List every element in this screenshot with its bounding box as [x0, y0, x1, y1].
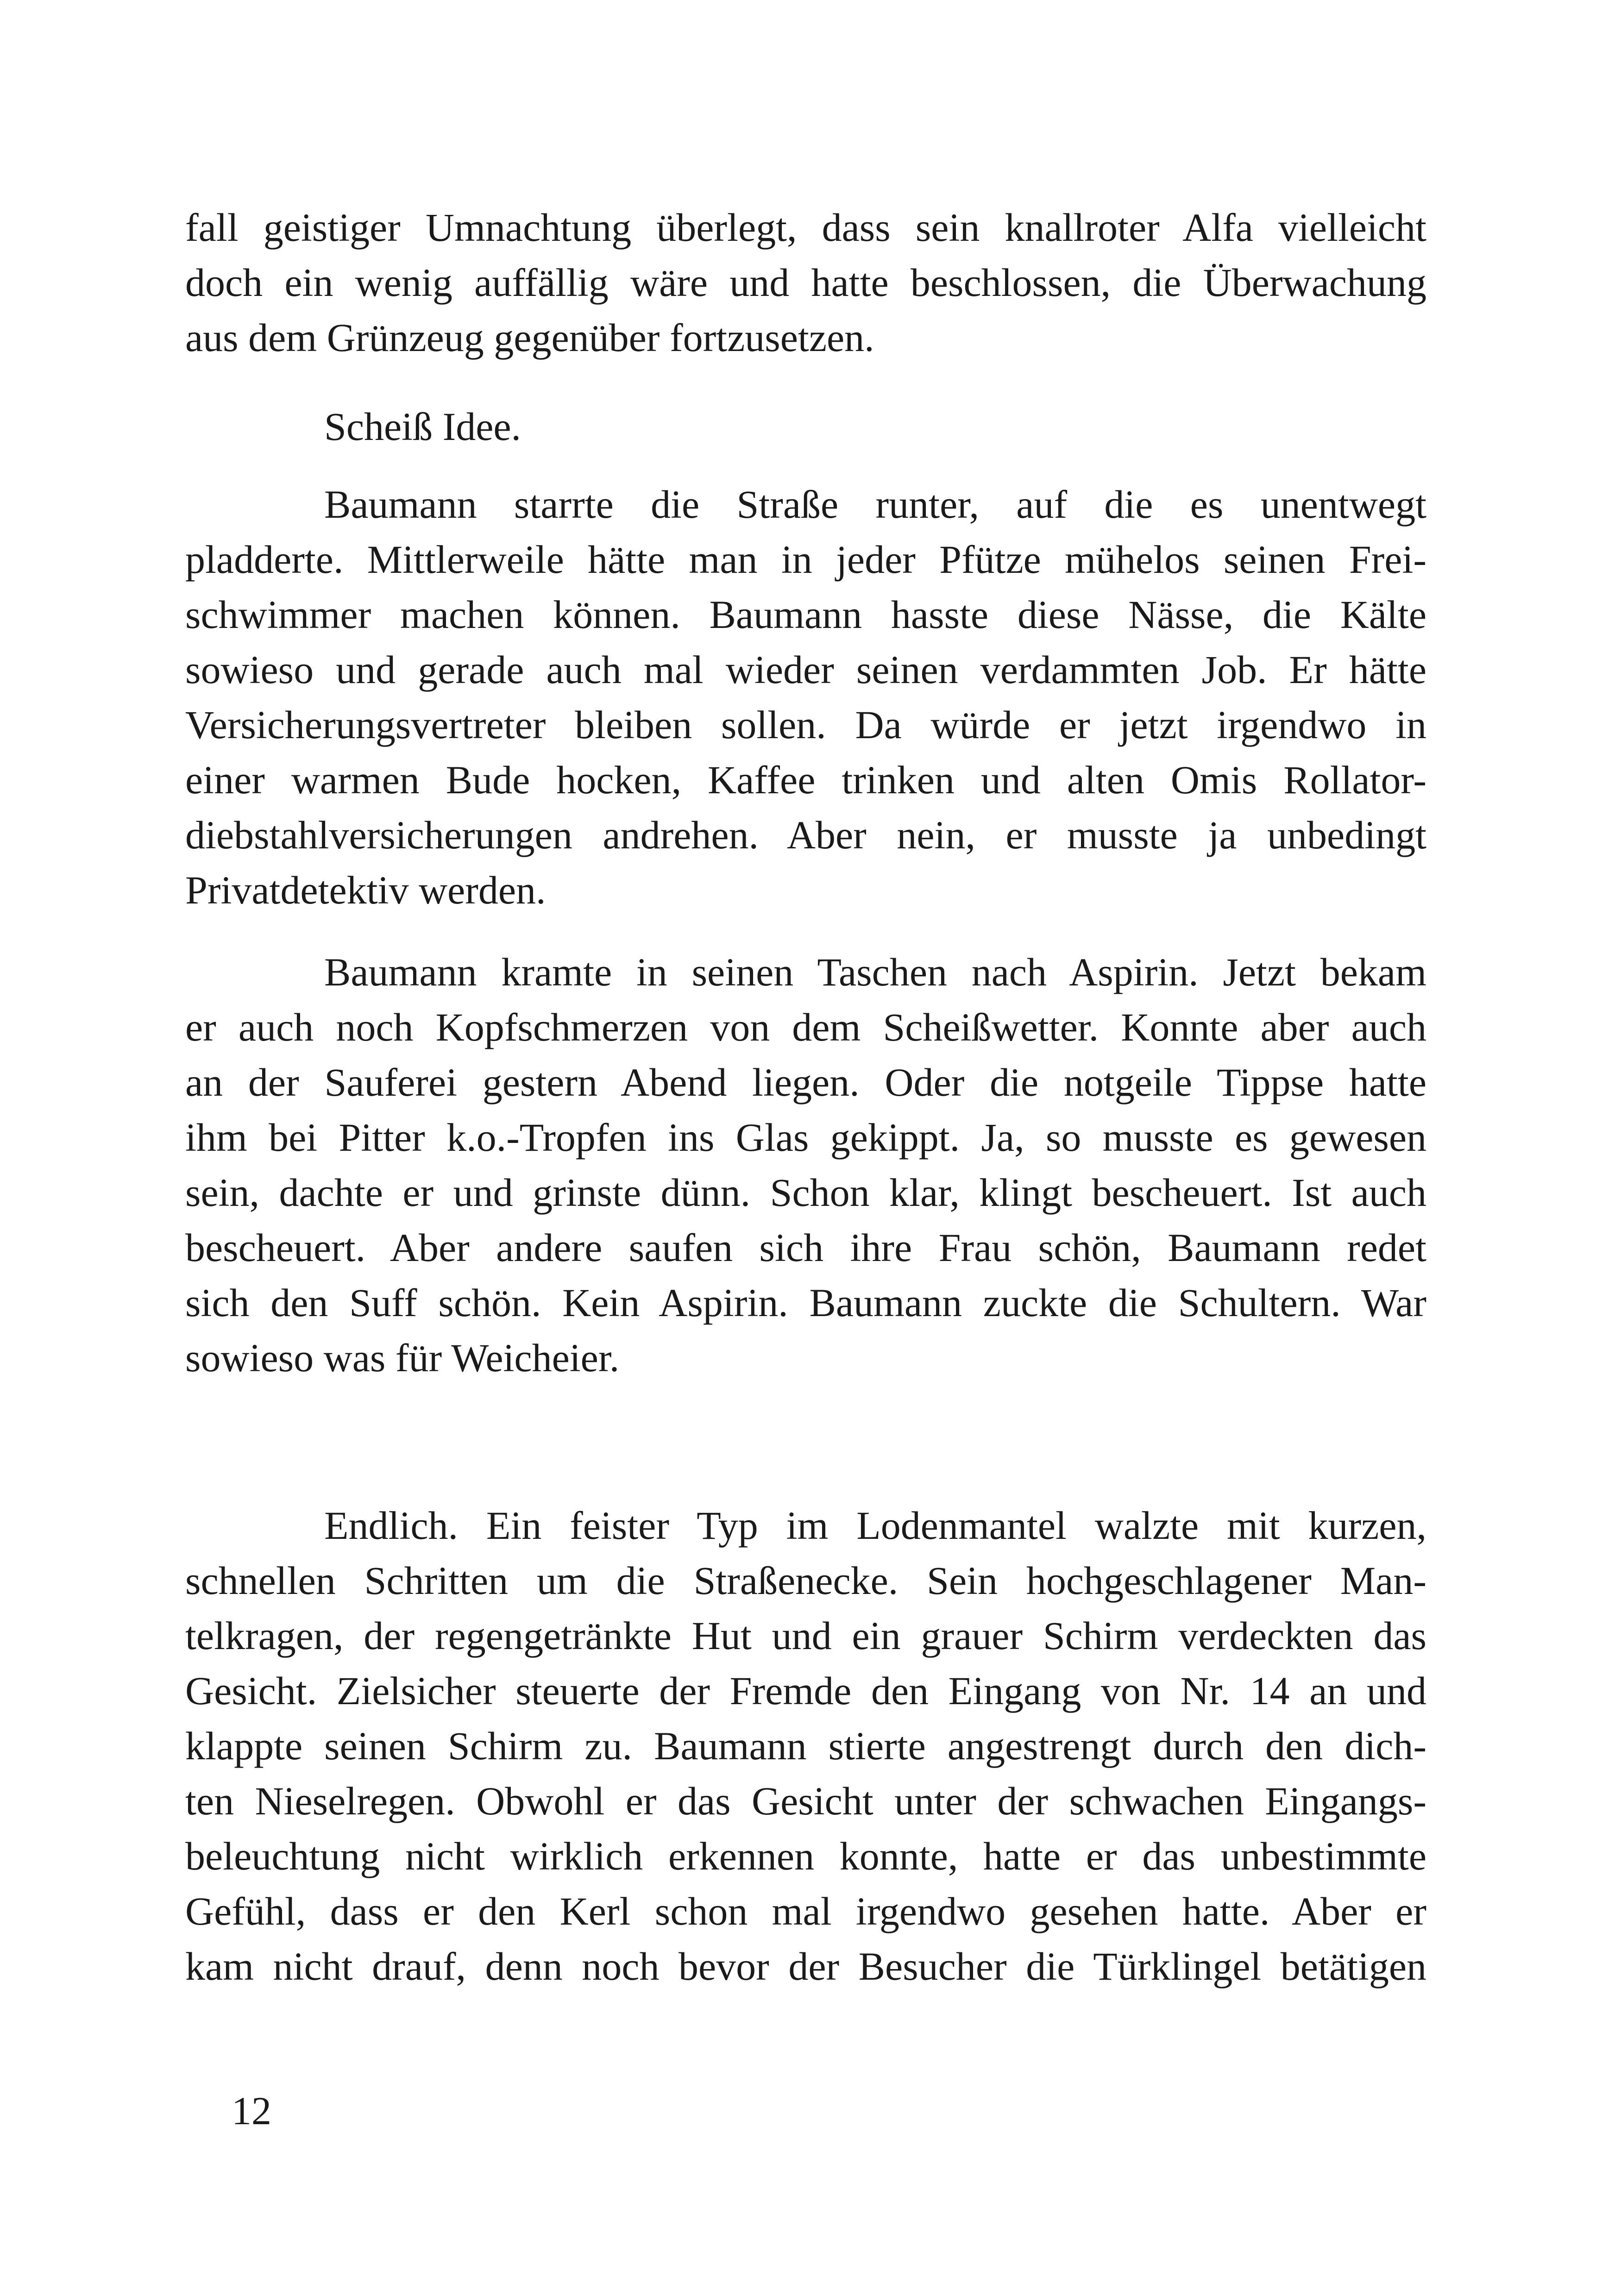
text-line: ihm bei Pitter k.o.-Tropfen ins Glas gekippt. Ja, so musste es gewesen — [185, 1115, 1426, 1160]
text-line: an der Sauferei gestern Abend liegen. Oder die notgeile Tippse hatte — [185, 1060, 1426, 1104]
text-line: Versicherungsvertreter bleiben sollen. Da würde er jetzt irgendwo in — [185, 703, 1426, 747]
text-line: diebstahlversicherungen andrehen. Aber nein, er musste ja unbedingt — [185, 813, 1426, 857]
text-line: schwimmer machen können. Baumann hasste diese Nässe, die Kälte — [185, 592, 1426, 637]
text-line: ten Nieselregen. Obwohl er das Gesicht unter der schwachen Eingangs- — [185, 1779, 1426, 1823]
text-line: Endlich. Ein feister Typ im Lodenmantel walzte mit kurzen, — [324, 1503, 1426, 1548]
text-line: Gefühl, dass er den Kerl schon mal irgendwo gesehen hatte. Aber er — [185, 1889, 1426, 1933]
paragraph-3 — [185, 477, 1426, 918]
text-line: Scheiß Idee. — [324, 404, 521, 449]
paragraph-4 — [185, 945, 1426, 1386]
text-line: Baumann starrte die Straße runter, auf die es unentwegt — [324, 482, 1426, 527]
text-line: schnellen Schritten um die Straßenecke. Sein hochgeschlagener Man- — [185, 1558, 1426, 1603]
text-line: beleuchtung nicht wirklich erkennen konnte, hatte er das unbestimmte — [185, 1834, 1426, 1878]
text-line: klappte seinen Schirm zu. Baumann stierte angestrengt durch den dich- — [185, 1724, 1426, 1768]
text-line: telkragen, der regengetränkte Hut und ein grauer Schirm verdeckten das — [185, 1613, 1426, 1658]
text-line: fall geistiger Umnachtung überlegt, dass sein knallroter Alfa vielleicht — [185, 205, 1426, 250]
text-line: kam nicht drauf, denn noch bevor der Besucher die Türklingel betätigen — [185, 1944, 1426, 1989]
paragraph-5 — [185, 1498, 1426, 1994]
text-line: aus dem Grünzeug gegenüber fortzusetzen. — [185, 315, 874, 360]
text-line: doch ein wenig auffällig wäre und hatte beschlossen, die Überwachung — [185, 260, 1426, 305]
text-line: sich den Suff schön. Kein Aspirin. Baumann zuckte die Schultern. War — [185, 1280, 1426, 1325]
text-line: sowieso und gerade auch mal wieder seinen verdammten Job. Er hätte — [185, 647, 1426, 692]
page-number: 12 — [232, 2089, 271, 2133]
text-line: Privatdetektiv werden. — [185, 868, 546, 912]
text-line: bescheuert. Aber andere saufen sich ihre Frau schön, Baumann redet — [185, 1225, 1426, 1270]
text-line: Gesicht. Zielsicher steuerte der Fremde den Eingang von Nr. 14 an und — [185, 1669, 1426, 1713]
text-line: sein, dachte er und grinste dünn. Schon klar, klingt bescheuert. Ist auch — [185, 1170, 1426, 1215]
paragraph-2 — [185, 399, 1426, 454]
text-line: pladderte. Mittlerweile hätte man in jeder Pfütze mühelos seinen Frei- — [185, 537, 1426, 582]
text-line: Baumann kramte in seinen Taschen nach Aspirin. Jetzt bekam — [324, 950, 1426, 994]
text-line: er auch noch Kopfschmerzen von dem Scheißwetter. Konnte aber auch — [185, 1005, 1426, 1049]
paragraph-1 — [185, 200, 1426, 365]
text-line: einer warmen Bude hocken, Kaffee trinken und alten Omis Rollator- — [185, 758, 1426, 802]
text-line: sowieso was für Weicheier. — [185, 1336, 620, 1380]
